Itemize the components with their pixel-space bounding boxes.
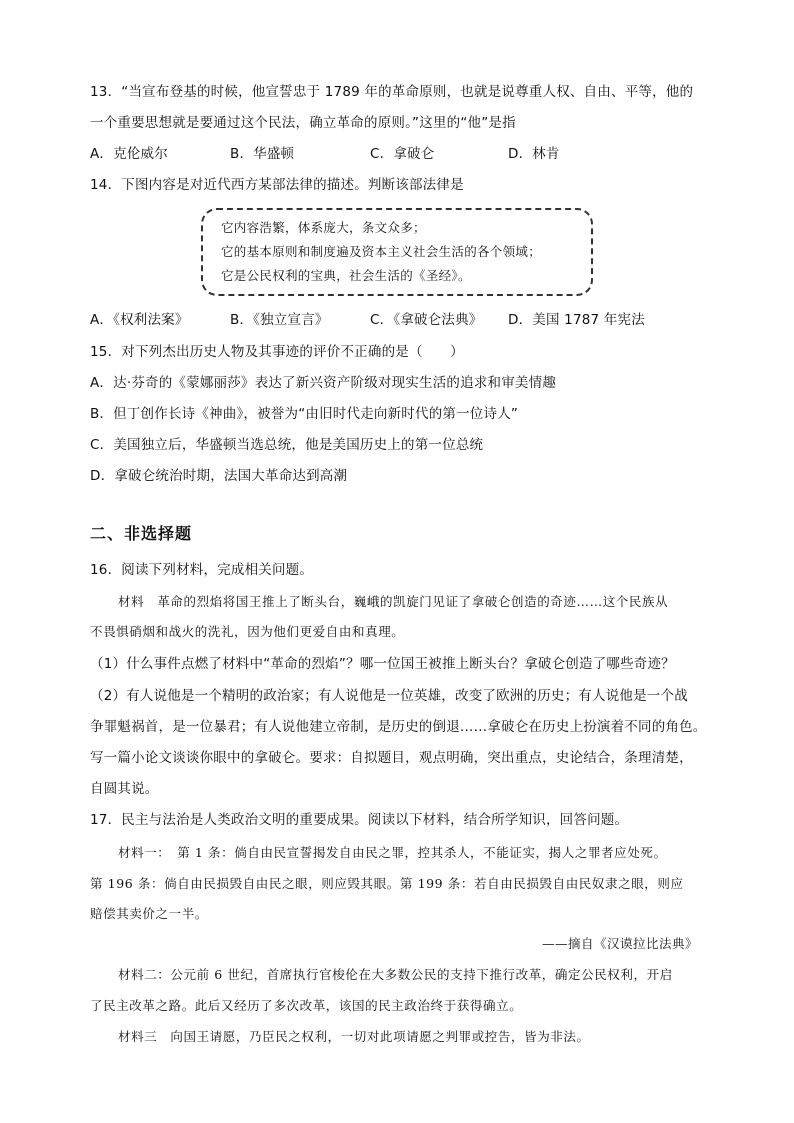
q17-material2-line1: 材料二：公元前 6 世纪，首席执行官梭伦在大多数公民的支持下推行改革，确定公民权利，开启: [118, 967, 673, 982]
q16-subquestion-2-line4: 自圆其说。: [90, 781, 159, 797]
q17-material1-line1: 材料一： 第 1 条：倘自由民宣誓揭发自由民之罪，控其杀人，不能证实，揭人之罪者应处死。: [118, 845, 667, 860]
q13-stem-line2: 一个重要思想就是要通过这个民法，确立革命的原则。”这里的“他”是指: [90, 115, 516, 131]
q13-option-d: D．林肯: [508, 146, 560, 162]
q13-option-c: C．拿破仑: [370, 146, 435, 162]
q17-material1-line3: 赔偿其卖价之一半。: [90, 906, 208, 921]
q14-box-line3: 它是公民权利的宝典，社会生活的《圣经》。: [221, 268, 471, 283]
q14-option-d: D．美国 1787 年宪法: [508, 312, 645, 328]
q13-option-b: B．华盛顿: [230, 146, 295, 162]
q13-options: [90, 144, 560, 164]
q14-box-line2: 它的基本原则和制度遍及资本主义社会生活的各个领域；: [221, 244, 542, 259]
q17-material1-source: ——摘自《汉谟拉比法典》: [541, 936, 698, 951]
q15-stem: 15．对下列杰出历史人物及其事迹的评价不正确的是（ ）: [90, 344, 464, 360]
q16-subquestion-2-line1: （2）有人说他是一个精明的政治家；有人说他是一位英雄，改变了欧洲的历史；有人说他是一个战: [90, 688, 688, 704]
q17-stem: 17．民主与法治是人类政治文明的重要成果。阅读以下材料，结合所学知识，回答问题。: [90, 812, 629, 828]
q16-subquestion-2-line2: 争罪魁祸首，是一位暴君；有人说他建立帝制，是历史的倒退……拿破仑在历史上扮演着不同的角色。: [90, 719, 707, 735]
q13-stem-line1: 13．“当宣布登基的时候，他宣誓忠于 1789 年的革命原则，也就是说尊重人权、自由、平等，他的: [90, 84, 694, 100]
q14-description-box: [201, 208, 593, 296]
section-title: 二、非选择题: [90, 524, 193, 543]
q16-subquestion-2-line3: 写一篇小论文谈谈你眼中的拿破仑。要求：自拟题目，观点明确，突出重点，史论结合，条理清楚，: [90, 750, 693, 766]
q17-material3-line: 材料三 向国王请愿，乃臣民之权利，一切对此项请愿之判罪或控告，皆为非法。: [118, 1029, 590, 1044]
q17-material1-line2: 第 196 条：倘自由民损毁自由民之眼，则应毁其眼。第 199 条：若自由民损毁自由民奴隶之眼，则应: [90, 876, 684, 891]
q14-option-c: C．《拿破仑法典》: [370, 312, 483, 328]
q16-material-line1: 材料 革命的烈焰将国王推上了断头台，巍峨的凯旋门见证了拿破仑创造的奇迹……这个民族从: [118, 594, 669, 609]
q14-options: [90, 310, 645, 330]
q17-material2-line2: 了民主改革之路。此后又经历了多次改革，该国的民主政治终于获得确立。: [90, 998, 523, 1013]
q15-option-a: A．达·芬奇的《蒙娜丽莎》表达了新兴资产阶级对现实生活的追求和审美情趣: [90, 375, 557, 391]
q15-option-b: B．但丁创作长诗《神曲》，被誉为“由旧时代走向新时代的第一位诗人”: [90, 406, 519, 422]
q16-material-line2: 不畏惧硝烟和战火的洗礼，因为他们更爱自由和真理。: [90, 624, 405, 639]
q15-option-d: D．拿破仑统治时期，法国大革命达到高潮: [90, 468, 348, 484]
q13-option-a: A．克伦威尔: [90, 146, 168, 162]
q14-box-line1: 它内容浩繁，体系庞大，条文众多；: [221, 220, 426, 235]
q16-subquestion-1: （1）什么事件点燃了材料中“革命的烈焰”？哪一位国王被推上断头台？拿破仑创造了哪些奇迹？: [90, 656, 675, 672]
q15-option-c: C．美国独立后，华盛顿当选总统，他是美国历史上的第一位总统: [90, 437, 484, 453]
q14-option-b: B．《独立宣言》: [230, 312, 329, 328]
q14-option-a: A．《权利法案》: [90, 312, 189, 328]
q14-stem: 14．下图内容是对近代西方某部法律的描述。判断该部法律是: [90, 177, 464, 193]
q16-stem: 16．阅读下列材料，完成相关问题。: [90, 562, 314, 578]
